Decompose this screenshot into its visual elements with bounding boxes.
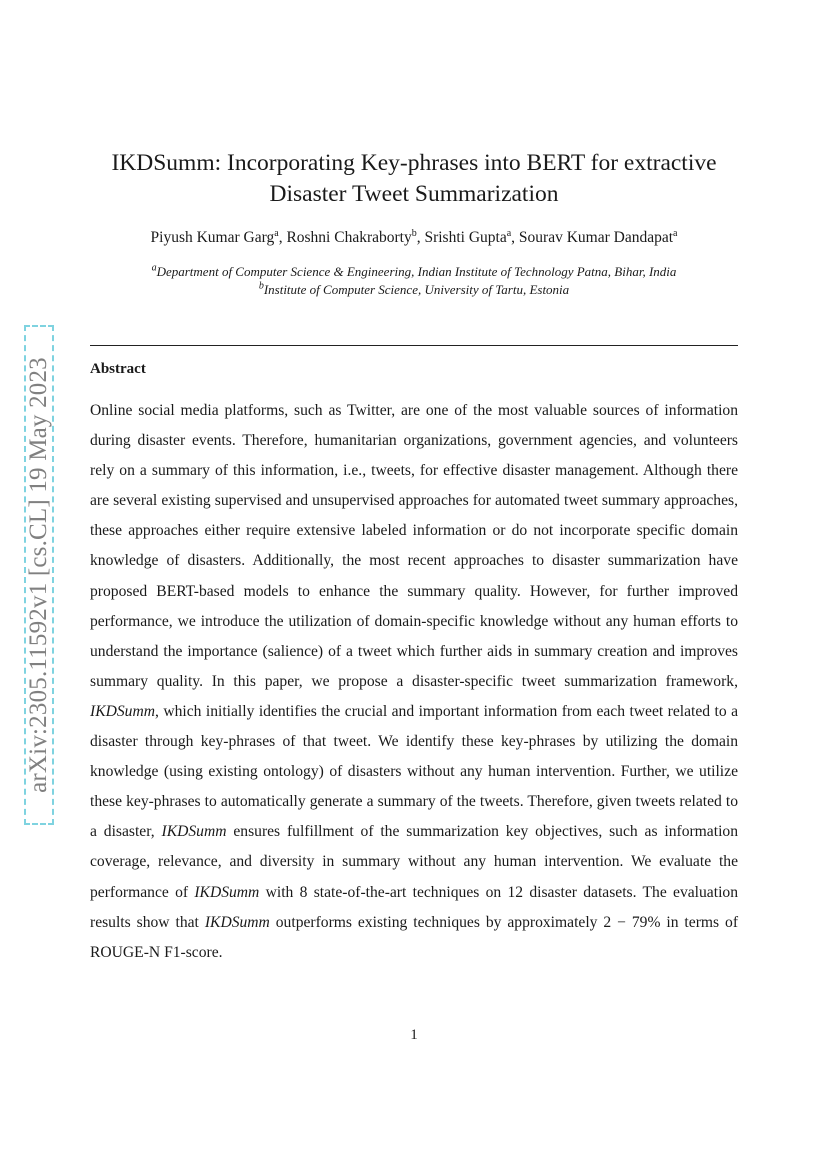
method-name: IKDSumm bbox=[161, 823, 227, 841]
method-name: IKDSumm bbox=[90, 702, 155, 720]
method-name: IKDSumm bbox=[204, 913, 270, 931]
author: Sourav Kumar Dandapat$^a$ bbox=[518, 227, 678, 246]
section-divider bbox=[90, 345, 738, 346]
author: Roshni Chakraborty$^b$ bbox=[286, 227, 417, 246]
affiliation: $^b$Institute of Computer Science, University of Tartu, Estonia bbox=[258, 280, 570, 297]
author: Piyush Kumar Garg$^a$ bbox=[150, 227, 279, 246]
author: Srishti Gupta$^a$ bbox=[424, 227, 512, 246]
abstract-heading: Abstract bbox=[90, 361, 146, 377]
abstract-text: ensures fulfillment of the summarization key objectives, such as information coverage, relevance, and diversity in summary without any human intervention. We evaluate the performance of bbox=[90, 823, 738, 901]
paper-title: IKDSumm: Incorporating Key-phrases into BERT for extractive Disaster Tweet Summarization bbox=[111, 150, 717, 207]
arxiv-identifier-stamp bbox=[24, 325, 54, 825]
abstract-body bbox=[90, 396, 738, 968]
abstract-text: outperforms existing techniques by approximately 2 − 79% in terms of ROUGE-N F1-score. bbox=[90, 913, 739, 961]
arxiv-identifier-text: arXiv:2305.11592v1 [cs.CL] 19 May 2023 bbox=[25, 357, 53, 793]
abstract-text: with 8 state-of-the-art techniques on 12 disaster datasets. The evaluation results show that bbox=[90, 883, 738, 931]
author-list: Piyush Kumar Garg$^a$, Roshni Chakraborty$^b$, Srishti Gupta$^a$, Sourav Kumar Dandapat$^a$ bbox=[150, 227, 678, 246]
page-number: 1 bbox=[410, 1027, 418, 1043]
affiliation: $^a$Department of Computer Science & Engineering, Indian Institute of Technology Patna, Bihar, India bbox=[151, 262, 677, 279]
method-name: IKDSumm bbox=[194, 883, 260, 901]
abstract-text: , which initially identifies the crucial and important information from each tweet related to a disaster through key-phrases of that tweet. We identify these key-phrases by utilizing the domain knowledge (using existing ontology) of disasters without any human intervention. Further, we utilize these key-phrases to automatically generate a summary of the tweets. Therefore, given tweets related to a disaster, bbox=[90, 702, 738, 841]
abstract-text: Online social media platforms, such as Twitter, are one of the most valuable sources of information during disaster events. Therefore, humanitarian organizations, government agencies, and volunteers rely on a summary of this information, i.e., tweets, for effective disaster management. Although there are several existing supervised and unsupervised approaches for automated tweet summary approaches, these approaches either require extensive labeled information or do not incorporate specific domain knowledge of disasters. Additionally, the most recent approaches to disaster summarization have proposed BERT-based models to enhance the summary quality. However, for further improved performance, we introduce the utilization of domain-specific knowledge without any human efforts to understand the importance (salience) of a tweet which further aids in summary creation and improves summary quality. In this paper, we propose a disaster-specific tweet summarization framework, bbox=[90, 402, 738, 690]
